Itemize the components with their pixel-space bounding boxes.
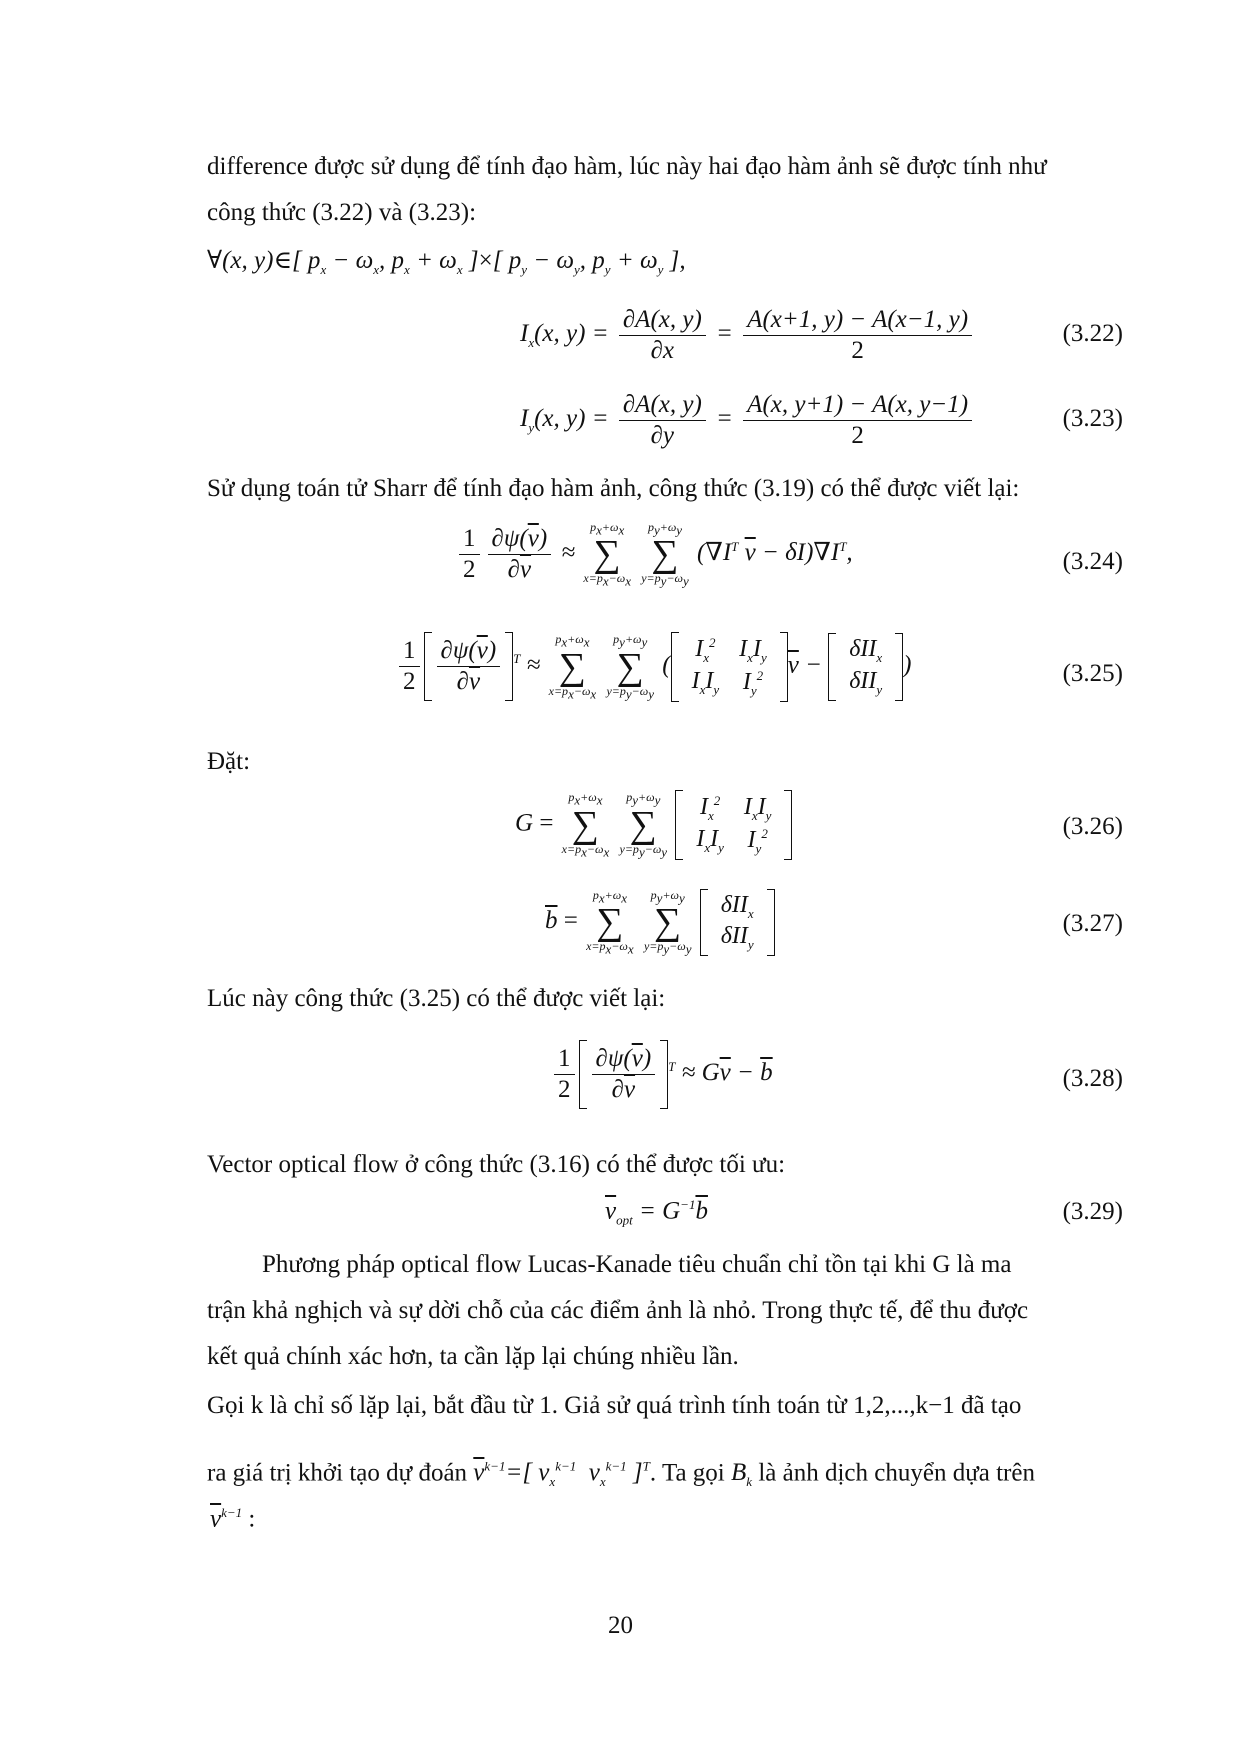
equation-3-26: G = $p_x+\omega_x$ ∑ $x=p_x-\omega_x$ $p_y+\omega_y$ ∑ $y=p_y-\omega_y$ $I_x^2$ $I_xI_y$ $I_xI_y$ $I_y^2$ bbox=[515, 790, 792, 860]
equation-number: (3.27) bbox=[1062, 910, 1123, 937]
equation-number: (3.28) bbox=[1062, 1065, 1123, 1092]
equation-3-24: $\frac{1}{2}$ $\frac{\partial\psi(\overline{v})}{\partial\overline{v}}$ ≈ $p_x+\omega_x$ ∑ $x=p_x-\omega_x$ $p_y+\omega_y$ ∑ $y=p_y-\omega_y$ ($\nabla I^T$ $\overline{v} - \delta I)\nabla I^T$, bbox=[455, 520, 853, 589]
paragraph-line: trận khả nghịch và sự dời chỗ của các điểm ảnh là nhỏ. Trong thực tế, để thu được bbox=[207, 1297, 1029, 1324]
equation-number: (3.29) bbox=[1062, 1198, 1123, 1225]
page-number: 20 bbox=[608, 1612, 633, 1639]
paragraph-line: kết quả chính xác hơn, ta cần lặp lại chúng nhiều lần. bbox=[207, 1343, 739, 1370]
equation-3-25: $\frac{1}{2}$ $\frac{\partial\psi(\overline{v})}{\partial\overline{v}}$ $^T$ ≈ $p_x+\omega_x$ ∑ $x=p_x-\omega_x$ $p_y+\omega_y$ ∑ $y=p_y-\omega_y$ ( $I_x^2$ $I_xI_y$ $I_xI_y$ $I_y^2$ $\overline{v}$ − δII$_x$ δII$_y$ ) bbox=[395, 632, 911, 702]
equation-3-22: $I_x(x$, y) = $\frac{\partial A(x, y)}{\partial x}$ = $\frac{A(x+1, y) - A(x-1, y)}{2}$ bbox=[520, 305, 976, 366]
equation-number: (3.26) bbox=[1062, 813, 1123, 840]
domain-condition: ∀(x, y)∈[ $p_x - \omega_x$, $p_x + \omega_x$ ]×[ $p_y - \omega_y$, $p_y + \omega_y$ ], bbox=[207, 247, 686, 277]
paragraph-line: ra giá trị khởi tạo dự đoán $\overline{v}^{k-1}=$[ $v_x^{k-1}$ $v_x^{k-1}$ ]$^T$. Ta gọi $B_k$ là ảnh dịch chuyển dựa trên bbox=[207, 1459, 1035, 1490]
equation-3-29: $\overline{v}_{opt} = G^{-1}\overline{b}$ bbox=[605, 1197, 708, 1228]
equation-number: (3.25) bbox=[1062, 660, 1123, 687]
text-fragment: là ảnh dịch chuyển dựa trên bbox=[758, 1459, 1035, 1487]
equation-number: (3.24) bbox=[1062, 548, 1123, 575]
paragraph-line: Sử dụng toán tử Sharr để tính đạo hàm ảnh, công thức (3.19) có thể được viết lại: bbox=[207, 475, 1020, 502]
text-fragment: ra giá trị khởi tạo dự đoán bbox=[207, 1459, 468, 1487]
equation-3-23: $I_y(x$, y) = $\frac{\partial A(x, y)}{\partial y}$ = $\frac{A(x, y+1) - A(x, y-1)}{2}$ bbox=[520, 390, 976, 451]
equation-3-28: $\frac{1}{2}$ $\frac{\partial\psi(\overline{v})}{\partial\overline{v}}$ $^T \approx G\overline{v} - \overline{b}$ bbox=[550, 1040, 773, 1109]
paragraph-line: Lúc này công thức (3.25) có thể được viết lại: bbox=[207, 985, 666, 1012]
equation-3-27: $\overline{b}$ = $p_x+\omega_x$ ∑ $x=p_x-\omega_x$ $p_y+\omega_y$ ∑ $y=p_y-\omega_y$ δII$_x$ δII$_y$ bbox=[545, 888, 775, 957]
paragraph-line: Đặt: bbox=[207, 748, 251, 775]
paragraph-line: Vector optical flow ở công thức (3.16) có thể được tối ưu: bbox=[207, 1151, 786, 1178]
equation-number: (3.22) bbox=[1062, 320, 1123, 347]
equation-number: (3.23) bbox=[1062, 405, 1123, 432]
paragraph-line: công thức (3.22) và (3.23): bbox=[207, 199, 477, 226]
text-fragment: . Ta gọi bbox=[649, 1459, 725, 1487]
paragraph-line: Phương pháp optical flow Lucas-Kanade tiêu chuẩn chỉ tồn tại khi G là ma bbox=[262, 1251, 1012, 1278]
paragraph-line: Gọi k là chỉ số lặp lại, bắt đầu từ 1. Giả sử quá trình tính toán từ 1,2,...,k−1 đã tạo bbox=[207, 1392, 1022, 1419]
paragraph-line: difference được sử dụng để tính đạo hàm, lúc này hai đạo hàm ảnh sẽ được tính như bbox=[207, 153, 1047, 180]
vector-v-k-minus-1: $\overline{v}^{k-1}$ : bbox=[210, 1505, 256, 1533]
